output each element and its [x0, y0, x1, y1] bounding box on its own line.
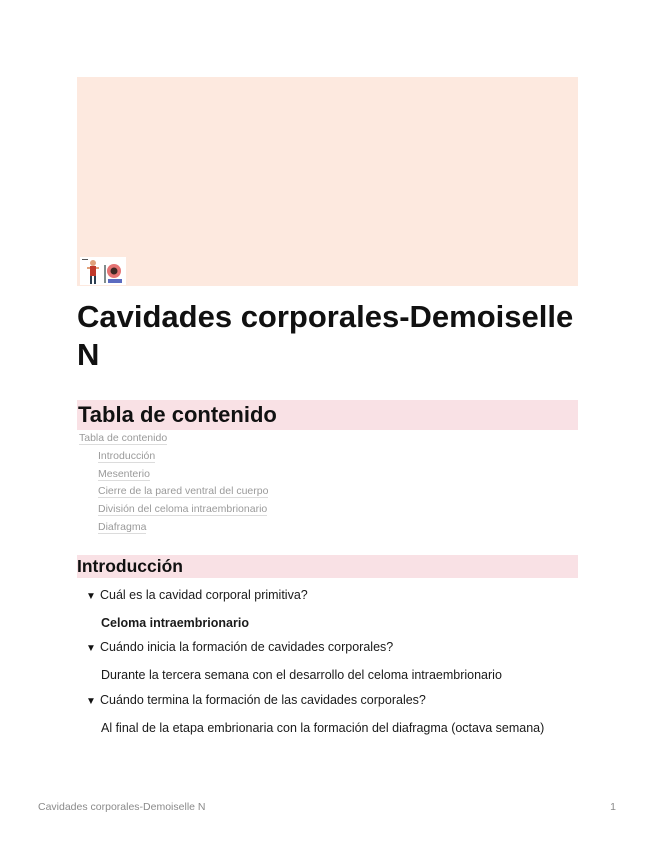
- toggle-block: [86, 638, 566, 685]
- toc-item: [79, 483, 559, 501]
- anatomy-image-icon[interactable]: [80, 257, 126, 285]
- toggle-block: [86, 691, 566, 738]
- toc-item: [79, 519, 559, 537]
- toggle-question-text: Cuál es la cavidad corporal primitiva?: [100, 588, 308, 602]
- toc-heading: Tabla de contenido: [77, 400, 578, 430]
- toggle-triangle-icon[interactable]: ▼: [86, 696, 96, 707]
- toggle-triangle-icon[interactable]: ▼: [86, 591, 96, 602]
- page-number: 1: [610, 801, 616, 813]
- table-of-contents: [79, 430, 559, 537]
- toc-item: [79, 430, 559, 448]
- toggle-question-text: Cuándo inicia la formación de cavidades corporales?: [100, 640, 394, 654]
- cover-banner: [77, 77, 578, 286]
- section-heading-introduccion: Introducción: [77, 555, 578, 578]
- toggle-answer: Celoma intraembrionario: [101, 616, 249, 630]
- toc-item: [79, 501, 559, 519]
- toggle-question-text: Cuándo termina la formación de las cavidades corporales?: [100, 693, 426, 707]
- footer-doc-name: Cavidades corporales-Demoiselle N: [38, 801, 206, 813]
- toggle-triangle-icon[interactable]: ▼: [86, 643, 96, 654]
- toc-link-cierre-pared-ventral[interactable]: Cierre de la pared ventral del cuerpo: [98, 485, 269, 498]
- page-title: Cavidades corporales-Demoiselle N: [77, 299, 574, 372]
- toc-link-tabla-de-contenido[interactable]: Tabla de contenido: [79, 432, 168, 444]
- page-footer: [38, 800, 616, 814]
- toggle-question[interactable]: [86, 638, 566, 658]
- toc-link-introduccion[interactable]: Introducción: [98, 449, 156, 462]
- toggle-answer: Durante la tercera semana con el desarrollo del celoma intraembrionario: [101, 668, 502, 682]
- toggle-question[interactable]: [86, 691, 566, 711]
- toc-link-division-celoma[interactable]: División del celoma intraembrionario: [98, 503, 268, 516]
- toggle-question[interactable]: [86, 586, 566, 606]
- toc-link-diafragma[interactable]: Diafragma: [98, 520, 147, 533]
- toc-item: [79, 466, 559, 484]
- toc-item: [79, 448, 559, 466]
- toggle-answer: Al final de la etapa embrionaria con la formación del diafragma (octava semana): [101, 721, 545, 735]
- toc-link-mesenterio[interactable]: Mesenterio: [98, 467, 150, 480]
- toggle-block: [86, 586, 566, 633]
